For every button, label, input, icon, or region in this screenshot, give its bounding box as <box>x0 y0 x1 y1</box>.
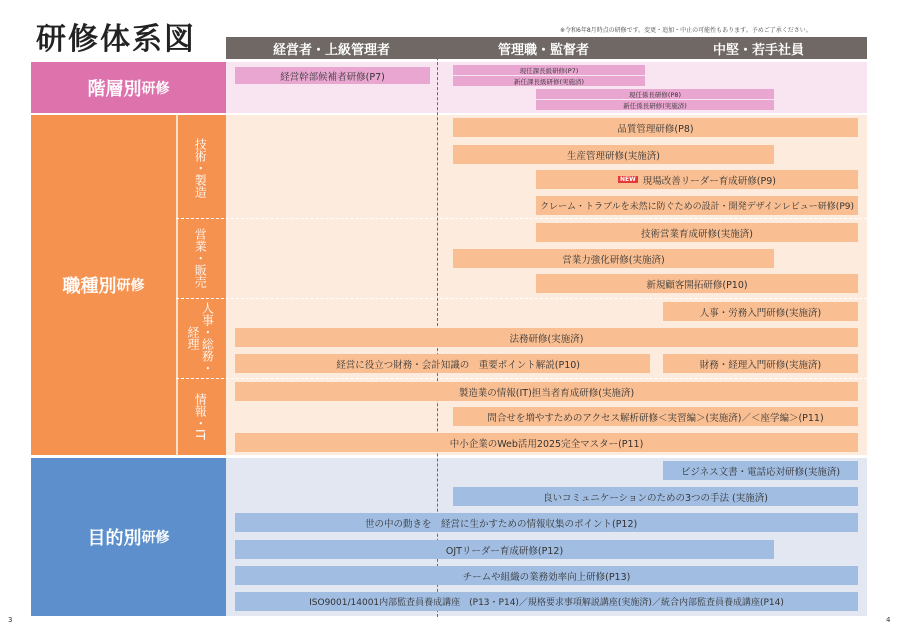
course-bar[interactable]: OJTリーダー育成研修(P12) <box>235 540 774 559</box>
course-bar[interactable]: 財務・経理入門研修(実施済) <box>663 354 858 373</box>
column-header-managers: 管理職・監督者 <box>437 37 650 59</box>
course-bar[interactable]: 生産管理研修(実施済) <box>453 145 774 164</box>
course-label: 現場改善リーダー育成研修(P9) <box>642 175 776 187</box>
page-number-right: 4 <box>886 616 891 624</box>
course-bar[interactable]: 現任課長級研修(P7) <box>453 65 645 75</box>
divider <box>176 298 867 299</box>
course-bar[interactable]: 新規顧客開拓研修(P10) <box>536 274 858 293</box>
course-bar[interactable]: 人事・労務入門研修(実施済) <box>663 302 858 321</box>
divider <box>176 378 867 379</box>
course-bar[interactable]: 新任課長級研修(実施済) <box>453 76 645 86</box>
course-bar[interactable]: 中小企業のWeb活用2025完全マスター(P11) <box>235 433 858 452</box>
divider <box>176 218 867 219</box>
section-label-job: 職種別 研修 <box>31 115 176 455</box>
course-bar[interactable]: クレーム・トラブルを未然に防ぐための設計・開発デザインレビュー研修(P9) <box>536 196 858 215</box>
course-bar[interactable]: 経営に役立つ財務・会計知識の 重要ポイント解説(P10) <box>235 354 650 373</box>
disclaimer-note: ※令和6年8月時点の研修です。変更・追加・中止の可能性もあります。予めご了承ください。 <box>560 27 812 34</box>
course-bar[interactable]: 新任係長研修(実施済) <box>536 100 774 110</box>
sub-label-sales: 営業・販売 <box>193 228 208 288</box>
course-bar[interactable]: 良いコミュニケーションのための3つの手法 (実施済) <box>453 487 858 506</box>
section-label-purpose: 目的別 研修 <box>31 458 226 616</box>
new-badge: NEW <box>620 176 636 183</box>
course-bar[interactable]: 経営幹部候補者研修(P7) <box>235 67 430 84</box>
sub-label-it: 情報・IT <box>193 392 208 440</box>
column-header-executives: 経営者・上級管理者 <box>226 37 437 59</box>
course-bar[interactable] <box>536 170 858 189</box>
course-bar[interactable]: 品質管理研修(P8) <box>453 118 858 137</box>
course-bar[interactable]: 製造業の情報(IT)担当者育成研修(実施済) <box>235 382 858 401</box>
course-bar[interactable]: 現任係長研修(P8) <box>536 89 774 99</box>
section-label-hierarchy: 階層別 研修 <box>31 62 226 113</box>
page-title: 研修体系図 <box>36 22 196 57</box>
course-bar[interactable]: 法務研修(実施済) <box>235 328 858 347</box>
page-number-left: 3 <box>8 616 13 624</box>
course-bar[interactable]: 世の中の動きを 経営に生かすための情報収集のポイント(P12) <box>235 513 858 532</box>
course-bar[interactable]: 営業力強化研修(実施済) <box>453 249 774 268</box>
column-header-staff: 中堅・若手社員 <box>650 37 867 59</box>
sub-label-hr: 人事・総務・経理 <box>186 302 215 374</box>
course-bar[interactable]: ビジネス文書・電話応対研修(実施済) <box>663 461 858 480</box>
sub-label-tech: 技術・製造 <box>193 138 208 198</box>
course-bar[interactable]: ISO9001/14001内部監査員養成講座 (P13・P14)／規格要求事項解説講座(実施済)／統合内部監査員養成講座(P14) <box>235 592 858 611</box>
course-bar[interactable]: チームや組織の業務効率向上研修(P13) <box>235 566 858 585</box>
course-bar[interactable]: 技術営業育成研修(実施済) <box>536 223 858 242</box>
course-bar[interactable]: 問合せを増やすためのアクセス解析研修＜実習編＞(実施済)／＜座学編＞(P11) <box>453 407 858 426</box>
